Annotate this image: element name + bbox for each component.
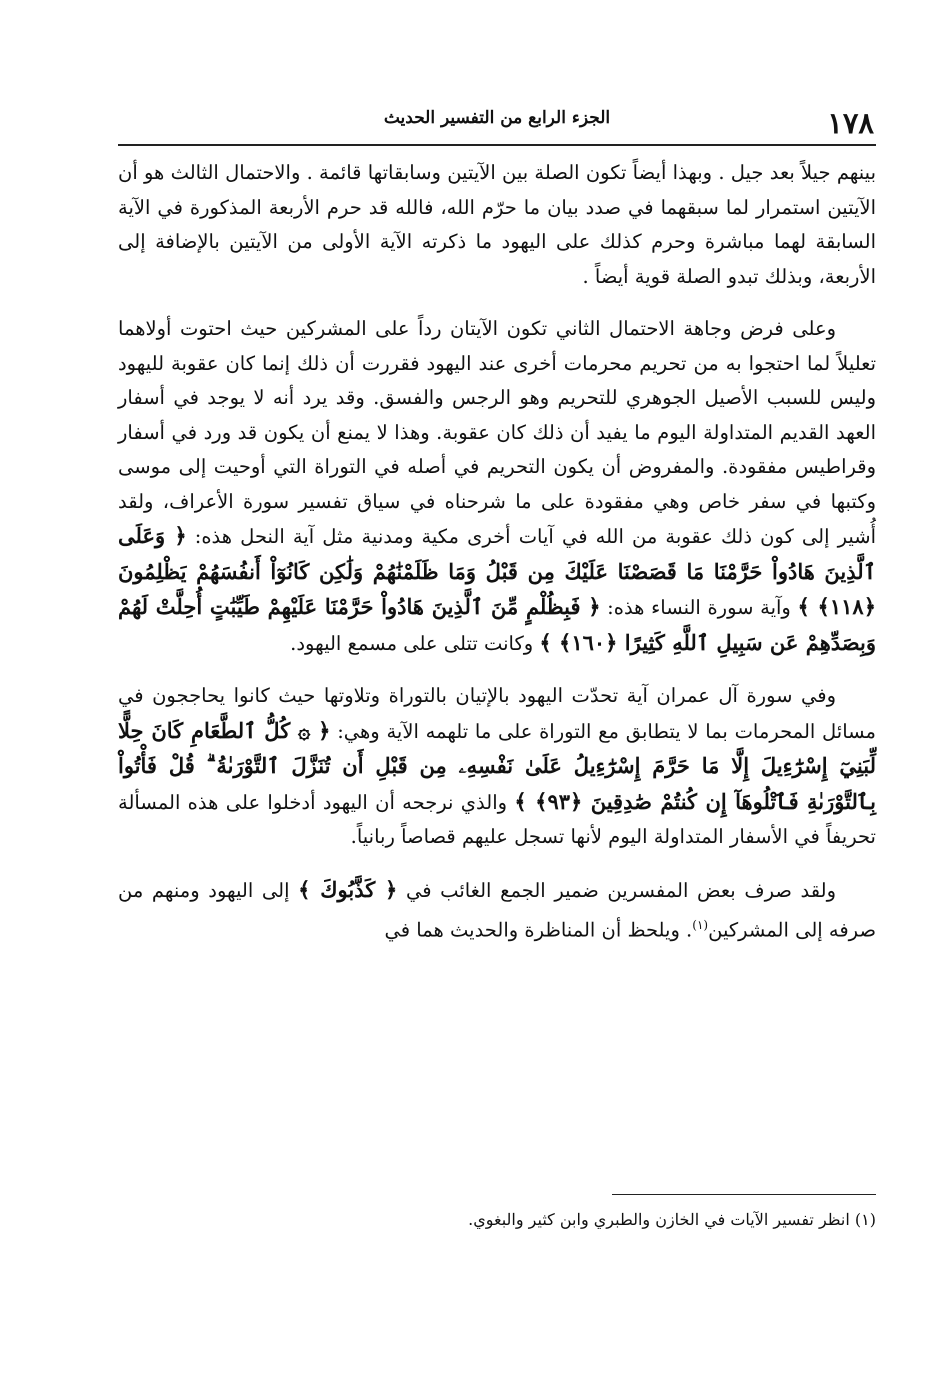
paragraph-3-text-b: والذي نرجحه أن اليهود أدخلوا على هذه المسألة تحريفاً في الأسفار المتداولة اليوم لأنها تسجل عليهم قصاصاً ربانياً. (118, 790, 876, 848)
footnote (118, 1206, 876, 1234)
footnote-reference[interactable]: (١) (692, 918, 709, 932)
paragraph-4-text-a: ولقد صرف بعض المفسرين ضمير الجمع الغائب في (405, 878, 836, 902)
running-title: الجزء الرابع من التفسير الحديث (383, 108, 611, 128)
paragraph-3 (118, 679, 876, 855)
page-header (118, 100, 876, 150)
page-number: ١٧٨ (827, 106, 874, 140)
paragraph-1-text: بينهم جيلاً بعد جيل . وبهذا أيضاً تكون الصلة بين الآيتين وسابقاتها قائمة . والاحتمال الثالث هو أن الآيتين استمرار لما سبقهما في صدد بيان ما حرّم الله، فالله قد حرم الأربعة المذكورة في الآية السابقة لهما مباشرة وحرم كذلك على اليهود ما ذكرته الآية الأولى من الآيتين بالإضافة إلى الأربعة، وبذلك تبدو الصلة قوية أيضاً . (118, 161, 876, 288)
paragraph-4-text-b: إلى اليهود ومنهم من صرفه إلى المشركين (118, 878, 876, 942)
paragraph-2 (118, 312, 876, 661)
paragraph-1 (118, 156, 876, 294)
quran-verse-al-imran-93: ﴿ ۞ كُلُّ ٱلطَّعَامِ كَانَ حِلًّا لِّبَنِيٓ إِسْرَٰٓءِيلَ إِلَّا مَا حَرَّمَ إِسْرَٰٓءِيلُ عَلَىٰ نَفْسِهِۦ مِن قَبْلِ أَن تُنَزَّلَ ٱلتَّوْرَىٰةُ ۗ قُلْ فَأْتُواْ بِٱلتَّوْرَىٰةِ فَٱتْلُوهَآ إِن كُنتُمْ صَٰدِقِينَ ﴿٩٣﴾ ﴾ (118, 717, 877, 814)
paragraph-3-text-a: وفي سورة آل عمران آية تحدّت اليهود بالإتيان بالتوراة وتلاوتها حيث كانوا يحاججون في مسائل المحرمات بما لا يتطابق مع التوراة على ما تلهمه الآية وهي: (118, 684, 876, 743)
footnote-marker: (١) (854, 1210, 876, 1229)
body-text (118, 156, 876, 966)
paragraph-2-text-b: وآية سورة النساء هذه: (607, 596, 791, 619)
quran-word-kadhabuk: ﴿ كَذَّبُوكَ ﴾ (298, 876, 398, 902)
footnote-rule (612, 1194, 876, 1195)
paragraph-2-text-c: وكانت تتلى على مسمع اليهود. (290, 631, 534, 655)
header-rule (118, 144, 876, 146)
footnote-text: انظر تفسير الآيات في الخازن والطبري وابن كثير والبغوي. (468, 1210, 850, 1229)
quran-verse-nahl-118: ﴿ وَعَلَى ٱلَّذِينَ هَادُواْ حَرَّمْنَا مَا قَصَصْنَا عَلَيْكَ مِن قَبْلُ وَمَا ظَلَمْنَٰهُمْ وَلَٰكِن كَانُوٓاْ أَنفُسَهُمْ يَظْلِمُونَ ﴿١١٨﴾ ﴾ (118, 523, 876, 619)
quran-verse-nisa-160: ﴿ فَبِظُلْمٍ مِّنَ ٱلَّذِينَ هَادُواْ حَرَّمْنَا عَلَيْهِمْ طَيِّبَٰتٍ أُحِلَّتْ لَهُمْ وَبِصَدِّهِمْ عَن سَبِيلِ ٱللَّهِ كَثِيرًا ﴿١٦٠﴾ ﴾ (118, 594, 876, 655)
paragraph-4 (118, 873, 876, 949)
paragraph-2-text-a: وعلى فرض وجاهة الاحتمال الثاني تكون الآيتان رداً على المشركين حيث احتوت أولاهما تعليلاً لما احتجوا به من تحريم محرمات أخرى عند اليهود فقررت أن ذلك إنما كان عقوبة لليهود وليس للسبب الأصيل الجوهري للتحريم وهو الرجس والفسق. وقد يرد أنه لا يوجد في أسفار العهد القديم المتداولة اليوم ما يفيد أن ذلك كان عقوبة. وهذا لا يمنع أن يكون قد ورد في أسفار وقراطيس مفقودة. والمفروض أن يكون التحريم في أصله في التوراة التي أوحيت إلى موسى وكتبها في سفر خاص وهي مفقودة على ما شرحناه في سياق تفسير سورة الأعراف، ولقد أُشير إلى كون ذلك عقوبة من الله في آيات أخرى مكية ومدنية مثل آية النحل هذه: (118, 317, 877, 548)
paragraph-4-text-c: . ويلحظ أن المناظرة والحديث هما في (384, 918, 693, 942)
